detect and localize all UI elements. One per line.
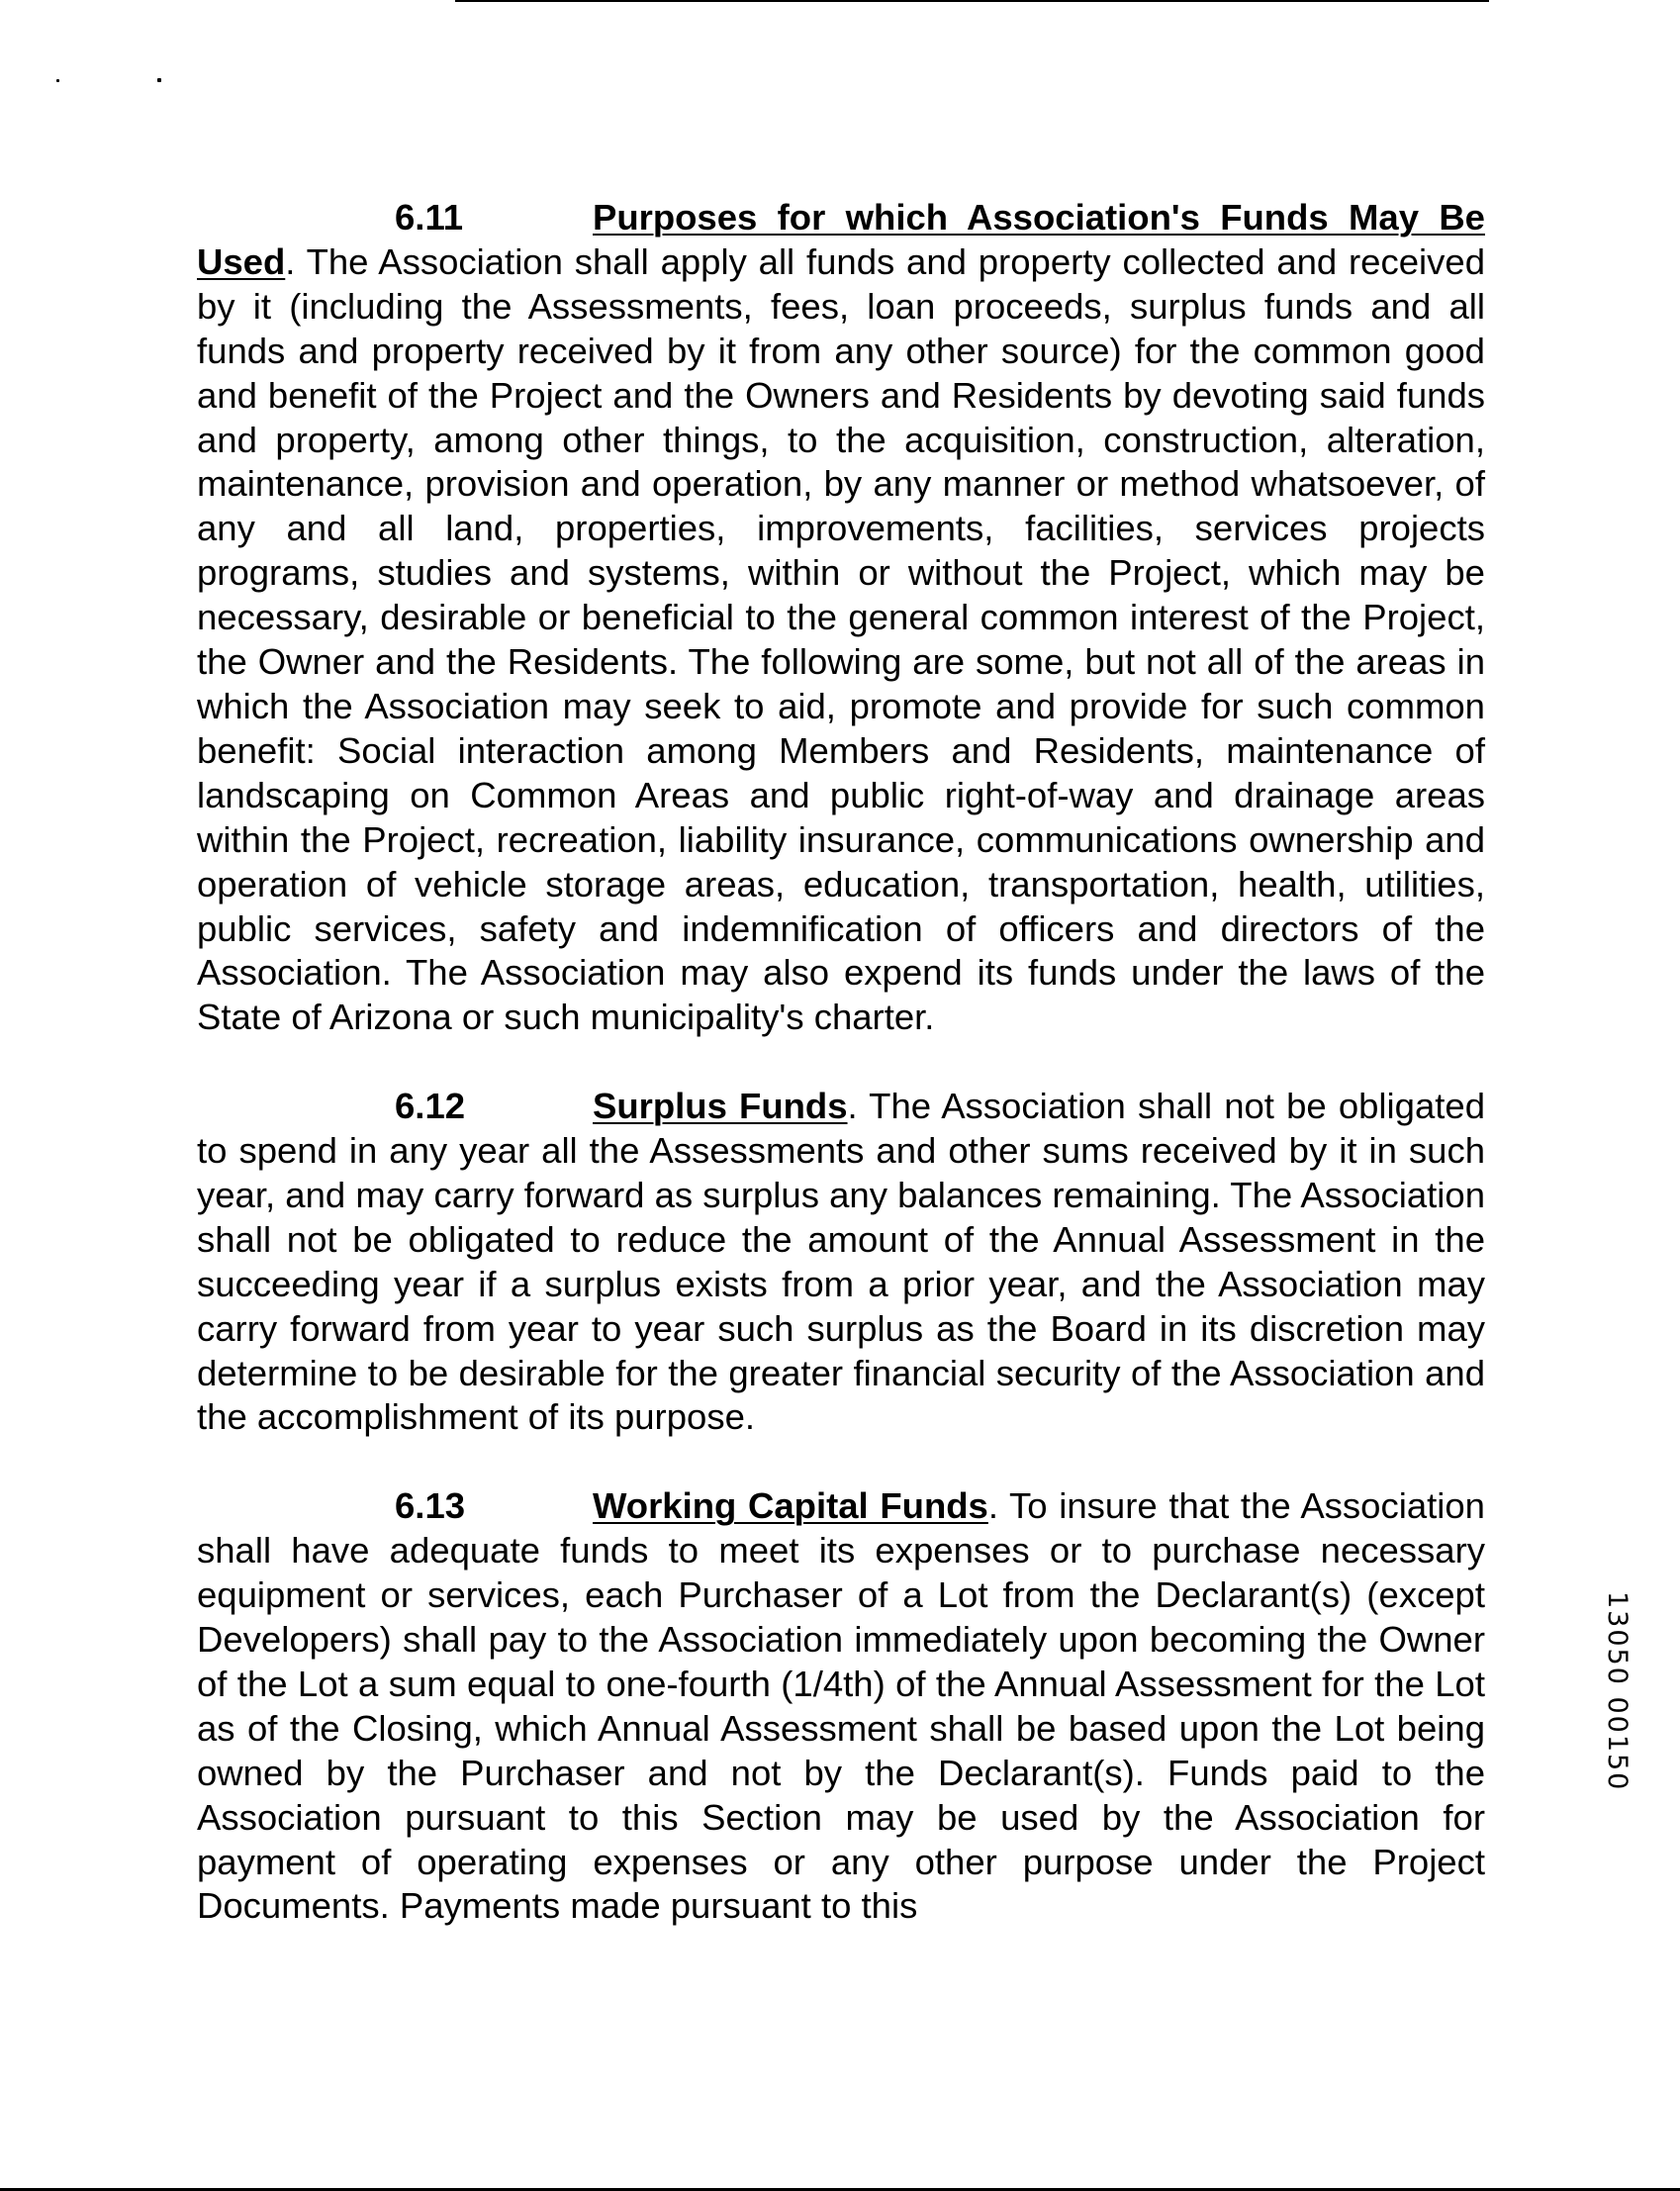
document-body (197, 196, 1485, 1929)
section-title: Working Capital Funds (593, 1485, 988, 1527)
section-6-13 (197, 1484, 1485, 1929)
section-6-11 (197, 196, 1485, 1040)
recording-number: 13050 00150 (1602, 1591, 1633, 1792)
section-title-period: . (847, 1086, 858, 1127)
scan-speck (56, 79, 59, 82)
scan-speck (157, 78, 161, 82)
section-title: Surplus Funds (593, 1086, 848, 1127)
section-body: The Association shall not be obligated to spend in any year all the Assessments and other sums received by it in such year, and may carry forward as surplus any balances remaining. The Association shall not be obligated to reduce the amount of the Annual Assessment in the succeeding year if a surplus exists from a prior year, and the Association may carry forward from year to year such surplus as the Board in its discretion may determine to be desirable for the greater financial security of the Association and the accomplishment of its purpose. (197, 1086, 1485, 1438)
section-body: The Association shall apply all funds and property collected and received by it (including the Assessments, fees, loan proceeds, surplus funds and all funds and property received by it from any other source) for the common good and benefit of the Project and the Owners and Residents by devoting said funds and property, among other things, to the acquisition, construction, alteration, maintenance, provision and operation, by any manner or method whatsoever, of any and all land, properties, improvements, facilities, services projects programs, studies and systems, within or without the Project, which may be necessary, desirable or beneficial to the general common interest of the Project, the Owner and the Residents. The following are some, but not all of the areas in which the Association may seek to aid, promote and provide for such common benefit: Social interaction among Members and Residents, maintenance of landscaping on Common Areas and public right-of-way and drainage areas within the Project, recreation, liability insurance, communications ownership and operation of vehicle storage areas, education, transportation, health, utilities, public services, safety and indemnification of officers and directors of the Association. The Association may also expend its funds under the laws of the State of Arizona or such municipality's charter. (197, 240, 1485, 1038)
section-body: To insure that the Association shall have adequate funds to meet its expenses or to purchase necessary equipment or services, each Purchaser of a Lot from the Declarant(s) (except Developers) shall pay to the Association immediately upon becoming the Owner of the Lot a sum equal to one-fourth (1/4th) of the Annual Assessment for the Lot as of the Closing, which Annual Assessment shall be based upon the Lot being owned by the Purchaser and not by the Declarant(s). Funds paid to the Association pursuant to this Section may be used by the Association for payment of operating expenses or any other purpose under the Project Documents. Payments made pursuant to this (197, 1485, 1485, 1927)
section-6-12 (197, 1085, 1485, 1440)
section-number: 6.13 (395, 1485, 466, 1527)
section-number: 6.11 (395, 197, 464, 238)
section-number: 6.12 (395, 1086, 466, 1127)
section-title-period: . (285, 240, 296, 282)
section-title-period: . (987, 1485, 999, 1527)
top-rule (455, 0, 1489, 2)
section-title: Purposes for which Association's Funds May Be Used (197, 197, 1485, 282)
